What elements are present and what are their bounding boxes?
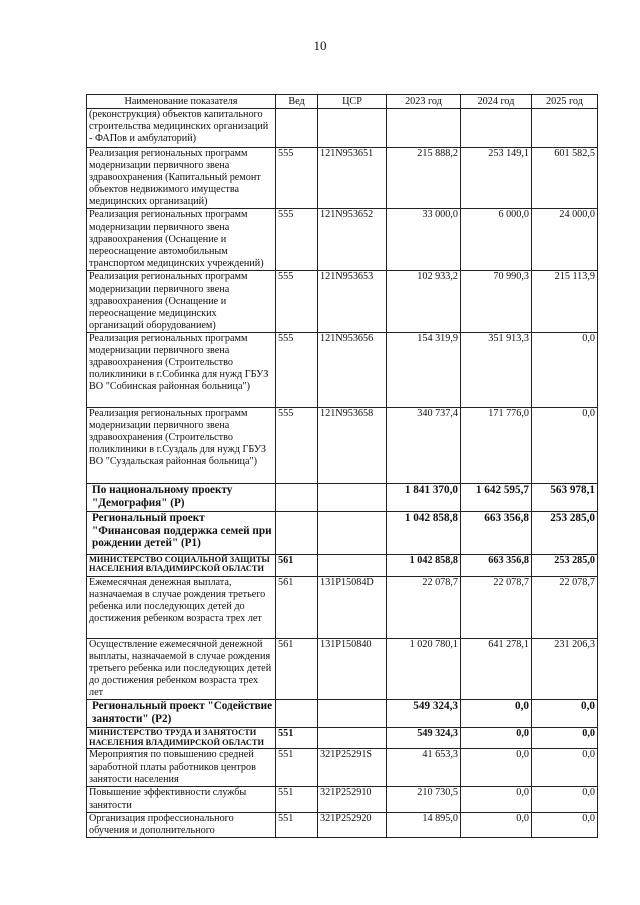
table-row	[87, 749, 598, 787]
cell-ved: 561	[276, 576, 318, 638]
cell-y2023: 215 888,2	[387, 148, 461, 209]
cell-name: Реализация региональных программ модернизации первичного звена здравоохранения (Капитальный ремонт объектов недвижимого имущества медицинских организаций)	[87, 148, 276, 209]
cell-y2025: 0,0	[532, 812, 598, 837]
cell-y2024	[461, 109, 532, 148]
cell-csr: 121N953652	[318, 209, 387, 271]
cell-y2023: 154 319,9	[387, 332, 461, 407]
cell-y2023: 1 042 858,8	[387, 554, 461, 576]
table-row	[87, 209, 598, 271]
cell-y2024: 253 149,1	[461, 148, 532, 209]
cell-name: МИНИСТЕРСТВО ТРУДА И ЗАНЯТОСТИ НАСЕЛЕНИЯ ВЛАДИМИРСКОЙ ОБЛАСТИ	[87, 728, 276, 749]
table-row	[87, 511, 598, 554]
cell-csr: 321P25291S	[318, 749, 387, 787]
cell-y2024: 663 356,8	[461, 511, 532, 554]
table-row	[87, 728, 598, 749]
cell-y2025: 253 285,0	[532, 554, 598, 576]
cell-y2024: 1 642 595,7	[461, 483, 532, 511]
budget-table	[86, 94, 598, 838]
cell-y2025: 0,0	[532, 700, 598, 728]
cell-y2024: 641 278,1	[461, 638, 532, 699]
cell-y2024: 22 078,7	[461, 576, 532, 638]
cell-name: Повышение эффективности службы занятости	[87, 787, 276, 812]
cell-ved: 555	[276, 271, 318, 332]
cell-name: По национальному проекту "Демография" (Р)	[87, 483, 276, 511]
cell-y2025: 563 978,1	[532, 483, 598, 511]
cell-y2025: 231 206,3	[532, 638, 598, 699]
cell-name: Региональный проект "Содействие занятости" (Р2)	[87, 700, 276, 728]
cell-y2023: 549 324,3	[387, 700, 461, 728]
cell-name: Организация профессионального обучения и дополнительного	[87, 812, 276, 837]
table-row	[87, 407, 598, 483]
cell-ved: 555	[276, 148, 318, 209]
header-2024: 2024 год	[461, 95, 532, 109]
table-row	[87, 148, 598, 209]
cell-y2025: 24 000,0	[532, 209, 598, 271]
table-row	[87, 109, 598, 148]
header-csr: ЦСР	[318, 95, 387, 109]
cell-y2023: 1 841 370,0	[387, 483, 461, 511]
cell-ved: 551	[276, 749, 318, 787]
cell-csr: 321P252910	[318, 787, 387, 812]
cell-y2023: 340 737,4	[387, 407, 461, 483]
cell-csr	[318, 728, 387, 749]
table-header-row	[87, 95, 598, 109]
cell-csr	[318, 511, 387, 554]
header-2025: 2025 год	[532, 95, 598, 109]
cell-y2025: 0,0	[532, 787, 598, 812]
cell-y2023: 22 078,7	[387, 576, 461, 638]
cell-csr	[318, 109, 387, 148]
table-row	[87, 700, 598, 728]
header-2023: 2023 год	[387, 95, 461, 109]
table-row	[87, 332, 598, 407]
cell-y2025: 0,0	[532, 407, 598, 483]
cell-y2023: 549 324,3	[387, 728, 461, 749]
cell-ved	[276, 109, 318, 148]
cell-ved: 555	[276, 209, 318, 271]
cell-y2024: 0,0	[461, 749, 532, 787]
cell-ved: 561	[276, 554, 318, 576]
cell-ved: 551	[276, 728, 318, 749]
table-row	[87, 576, 598, 638]
cell-name: Ежемесячная денежная выплата, назначаемая в случае рождения третьего ребенка или последующих детей до достижения ребенком возраста трех лет	[87, 576, 276, 638]
cell-y2025: 0,0	[532, 749, 598, 787]
cell-name: Реализация региональных программ модернизации первичного звена здравоохранения (Строительство поликлиники в г.Суздаль для нужд ГБУЗ ВО "Суздальская районная больница")	[87, 407, 276, 483]
header-name: Наименование показателя	[87, 95, 276, 109]
cell-y2024: 351 913,3	[461, 332, 532, 407]
table-row	[87, 638, 598, 699]
cell-y2023: 102 933,2	[387, 271, 461, 332]
cell-y2024: 663 356,8	[461, 554, 532, 576]
cell-name: МИНИСТЕРСТВО СОЦИАЛЬНОЙ ЗАЩИТЫ НАСЕЛЕНИЯ ВЛАДИМИРСКОЙ ОБЛАСТИ	[87, 554, 276, 576]
cell-y2024: 0,0	[461, 700, 532, 728]
table-row	[87, 483, 598, 511]
cell-csr: 121N953653	[318, 271, 387, 332]
cell-csr: 321P252920	[318, 812, 387, 837]
cell-y2025: 0,0	[532, 332, 598, 407]
cell-name: (реконструкция) объектов капитального строительства медицинских организаций - ФАПов и амбулаторий)	[87, 109, 276, 148]
cell-ved	[276, 700, 318, 728]
cell-y2024: 0,0	[461, 728, 532, 749]
cell-name: Региональный проект "Финансовая поддержка семей при рождении детей" (Р1)	[87, 511, 276, 554]
cell-ved	[276, 483, 318, 511]
cell-y2023: 210 730,5	[387, 787, 461, 812]
cell-y2023: 1 042 858,8	[387, 511, 461, 554]
cell-y2023	[387, 109, 461, 148]
cell-csr: 131P150840	[318, 638, 387, 699]
cell-csr: 131P15084D	[318, 576, 387, 638]
cell-y2025: 22 078,7	[532, 576, 598, 638]
header-ved: Вед	[276, 95, 318, 109]
page-number: 10	[313, 38, 327, 53]
cell-csr: 121N953651	[318, 148, 387, 209]
cell-csr	[318, 700, 387, 728]
cell-ved	[276, 511, 318, 554]
cell-y2025: 601 582,5	[532, 148, 598, 209]
cell-y2023: 14 895,0	[387, 812, 461, 837]
cell-y2023: 1 020 780,1	[387, 638, 461, 699]
cell-name: Реализация региональных программ модернизации первичного звена здравоохранения (Строительство поликлиники в г.Собинка для нужд ГБУЗ ВО "Собинская районная больница")	[87, 332, 276, 407]
table-row	[87, 554, 598, 576]
cell-csr	[318, 554, 387, 576]
cell-ved: 551	[276, 812, 318, 837]
cell-y2025	[532, 109, 598, 148]
cell-y2024: 0,0	[461, 787, 532, 812]
cell-name: Осуществление ежемесячной денежной выплаты, назначаемой в случае рождения третьего ребенка или последующих детей до достижения ребенком возраста трех лет	[87, 638, 276, 699]
cell-y2025: 253 285,0	[532, 511, 598, 554]
cell-name: Реализация региональных программ модернизации первичного звена здравоохранения (Оснащение и переоснащение автомобильным транспортом медицинских учреждений)	[87, 209, 276, 271]
table-row	[87, 787, 598, 812]
table-row	[87, 812, 598, 837]
cell-y2024: 6 000,0	[461, 209, 532, 271]
cell-y2025: 0,0	[532, 728, 598, 749]
cell-ved: 551	[276, 787, 318, 812]
cell-ved: 555	[276, 332, 318, 407]
cell-y2023: 33 000,0	[387, 209, 461, 271]
cell-y2024: 0,0	[461, 812, 532, 837]
cell-csr: 121N953658	[318, 407, 387, 483]
cell-y2025: 215 113,9	[532, 271, 598, 332]
table-row	[87, 271, 598, 332]
cell-name: Реализация региональных программ модернизации первичного звена здравоохранения (Оснащение и переоснащение медицинских организаций оборудованием)	[87, 271, 276, 332]
cell-csr	[318, 483, 387, 511]
cell-y2024: 70 990,3	[461, 271, 532, 332]
cell-csr: 121N953656	[318, 332, 387, 407]
cell-y2024: 171 776,0	[461, 407, 532, 483]
cell-ved: 561	[276, 638, 318, 699]
cell-name: Мероприятия по повышению средней заработной платы работников центров занятости населения	[87, 749, 276, 787]
cell-y2023: 41 653,3	[387, 749, 461, 787]
cell-ved: 555	[276, 407, 318, 483]
